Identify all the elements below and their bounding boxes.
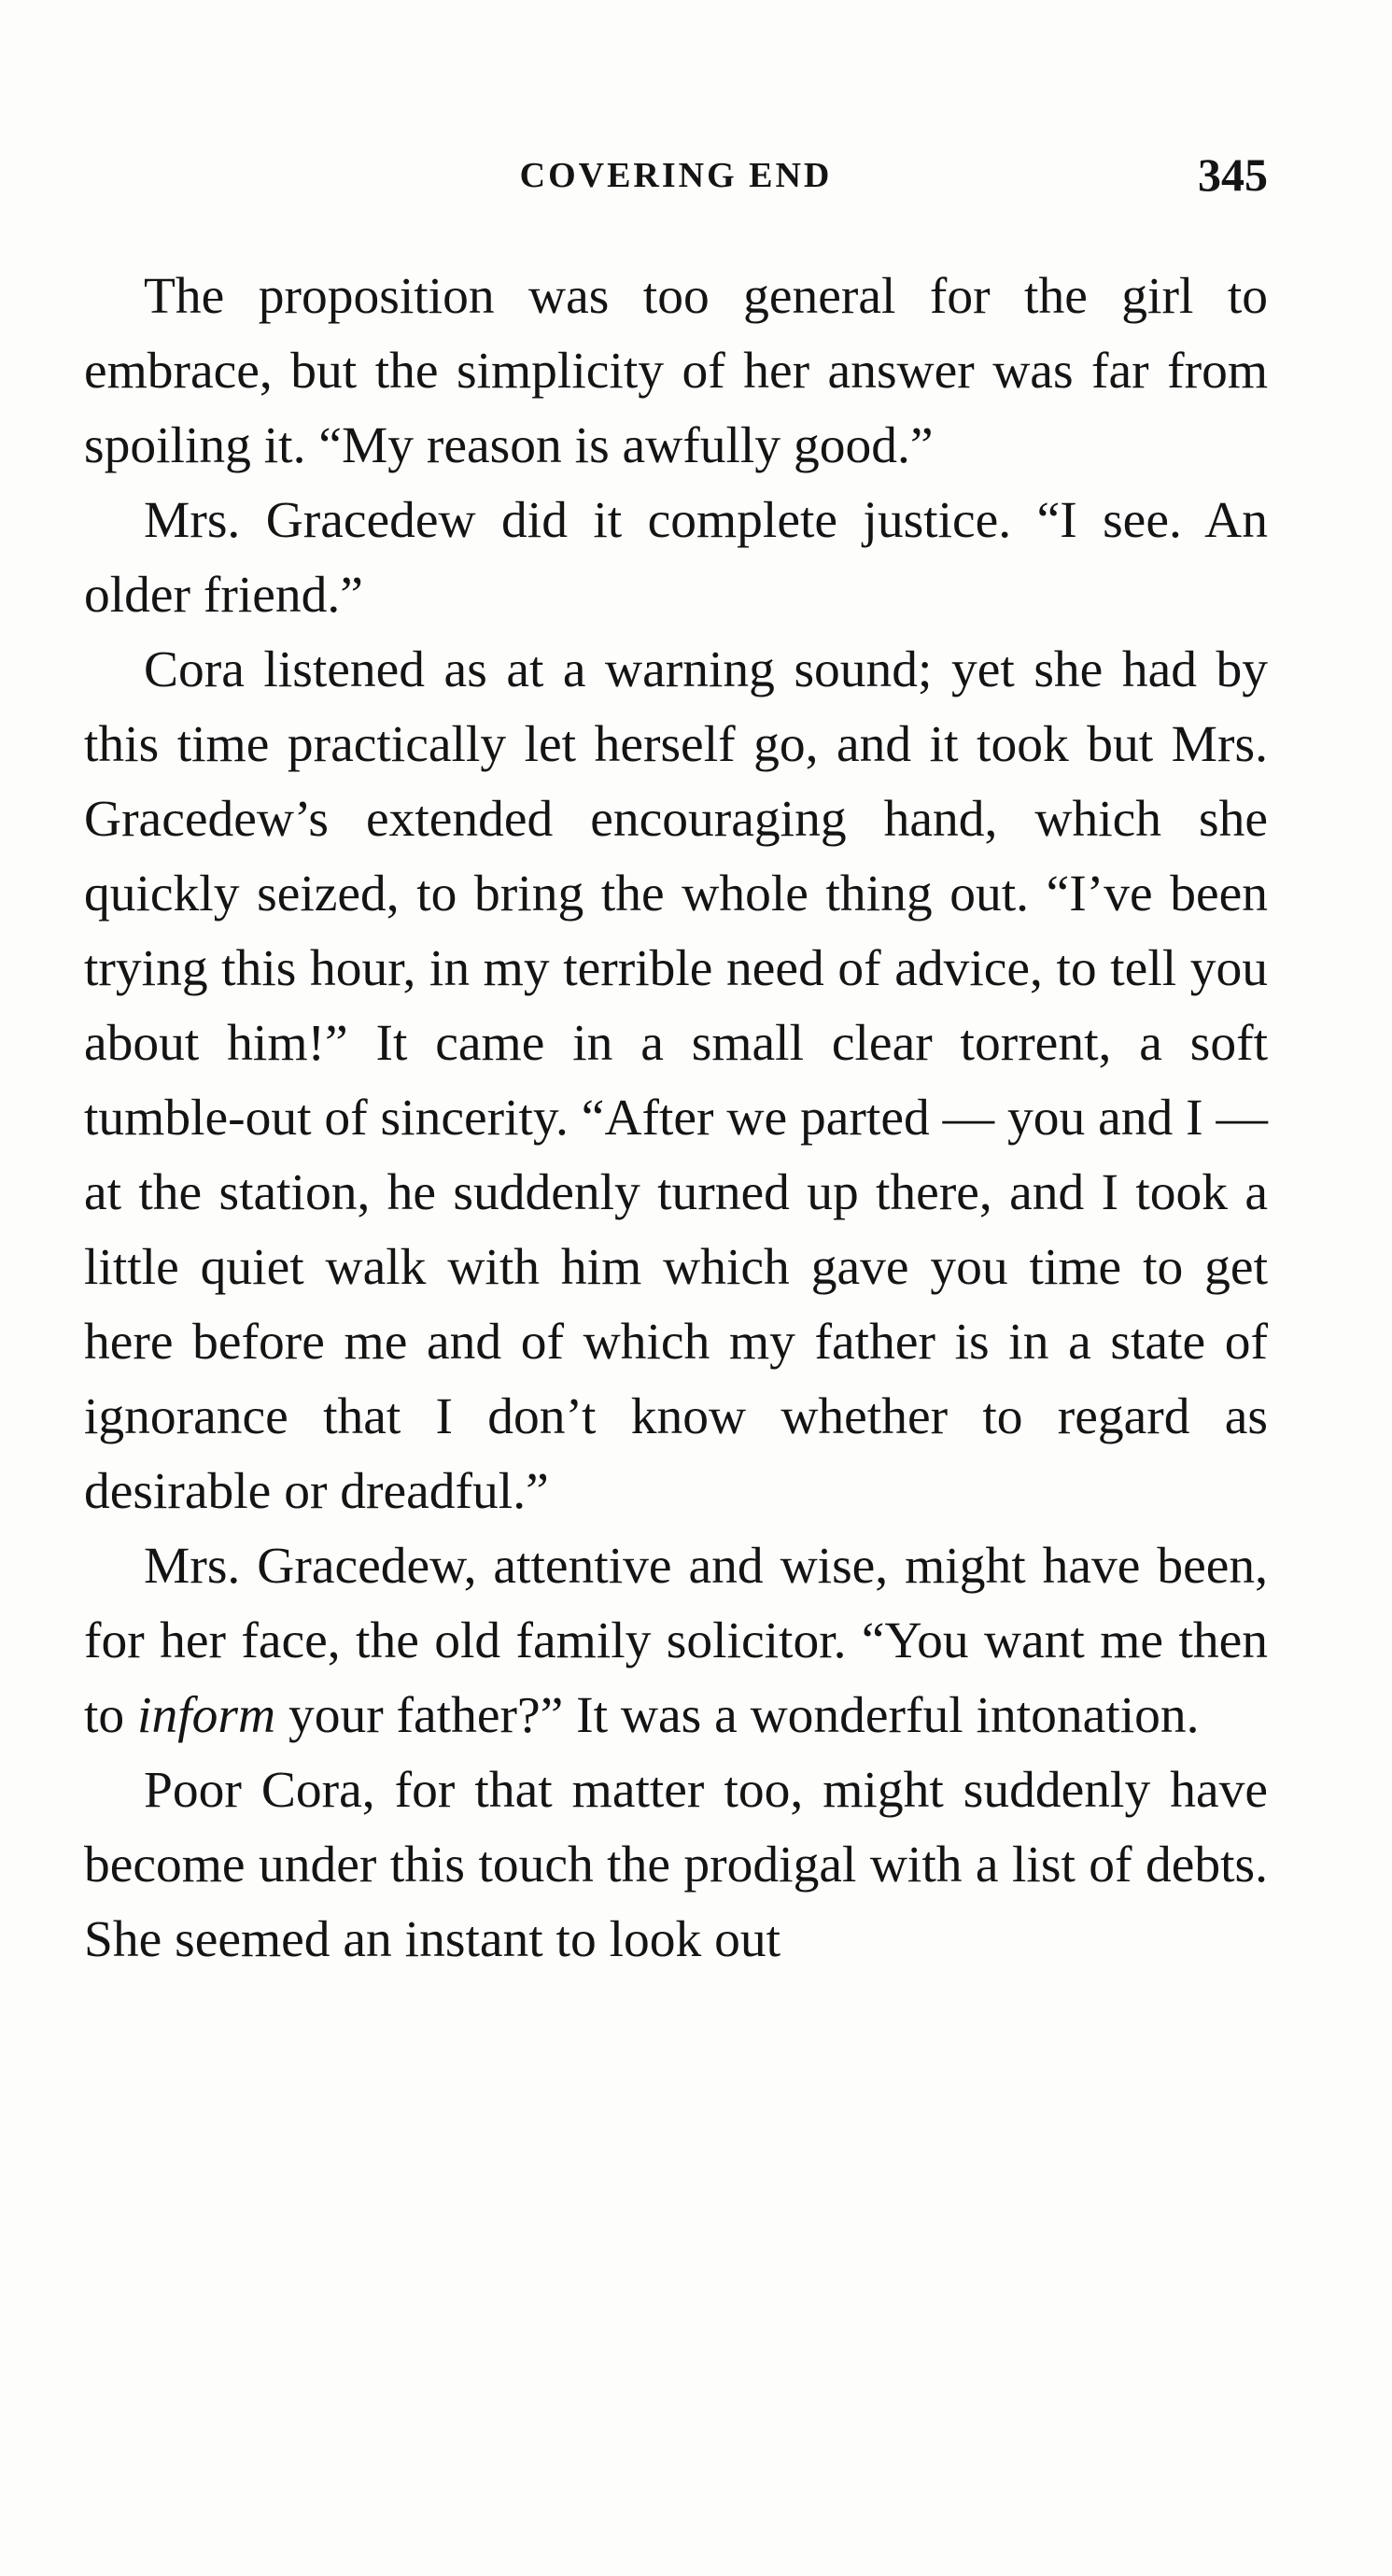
paragraph-1: The proposition was too general for the girl to embrace, but the simplicity of her answer was far from spoiling it. “My reason is awfully good.” — [84, 268, 1268, 474]
paragraph-4 — [84, 1529, 1268, 1753]
paragraph-5: Poor Cora, for that matter too, might suddenly have become under this touch the prodigal with a list of debts. She seemed an instant to look out — [84, 1762, 1268, 1968]
paragraph-4-italic-word: inform — [137, 1687, 276, 1744]
page-number: 345 — [1198, 148, 1268, 201]
running-head: COVERING END — [519, 156, 833, 195]
body-text — [84, 260, 1268, 1978]
paragraph-3: Cora listened as at a warning sound; yet she had by this time practically let herself go, and it took but Mrs. Gracedew’s extended encouraging hand, which she quickly seized, to bring the whole thing out. “I’ve been trying this hour, in my terrible need of advice, to tell you about him!” It came in a small clear torrent, a soft tumble-out of sincerity. “After we parted — you and I — at the station, he suddenly turned up there, and I took a little quiet walk with him which gave you time to get here before me and of which my father is in a state of ignorance that I don’t know whether to regard as desirable or dreadful.” — [84, 641, 1268, 1520]
paragraph-2: Mrs. Gracedew did it complete justice. “I see. An older friend.” — [84, 492, 1268, 624]
paragraph-4-text-start: Mrs. Gracedew, attentive and wise, might have been, for her face, the old family solicitor. “You want me then to — [84, 1538, 1268, 1744]
page-header — [84, 148, 1268, 204]
paragraph-4-text-end: your father?” It was a wonderful intonation. — [275, 1687, 1200, 1744]
